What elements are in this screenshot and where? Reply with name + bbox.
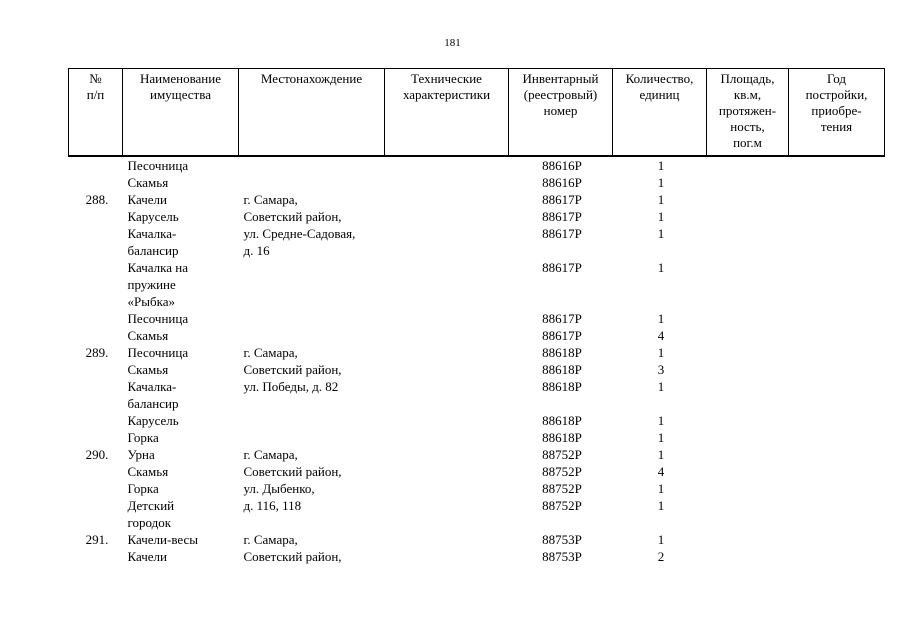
table-row: [69, 174, 885, 191]
header-inventory-text: Инвентарный (реестровый) номер: [522, 71, 599, 118]
property-specs: [385, 327, 509, 344]
property-specs: [385, 480, 509, 497]
inventory-number: 88752Р: [542, 464, 582, 479]
row-number: [69, 429, 123, 446]
table-row: [69, 463, 885, 480]
header-year-text: Год постройки, приобре- тения: [805, 71, 868, 134]
row-number: [69, 548, 123, 565]
property-year: [789, 531, 885, 548]
property-location: [239, 310, 385, 327]
property-specs: [385, 412, 509, 429]
property-year: [789, 208, 885, 225]
property-name: [123, 259, 239, 310]
property-name-line: Качалка-: [127, 379, 177, 394]
property-location: [239, 497, 385, 531]
property-area: [707, 259, 789, 310]
property-location-line: г. Самара,: [243, 192, 298, 207]
row-number: [69, 361, 123, 378]
property-name: [123, 156, 239, 174]
property-location-line: д. 16: [243, 243, 270, 258]
header-specs: [385, 69, 509, 157]
row-number: [69, 310, 123, 327]
property-location-line: г. Самара,: [243, 447, 298, 462]
row-number: [69, 225, 123, 259]
property-year: [789, 259, 885, 310]
property-year: [789, 225, 885, 259]
property-specs: [385, 174, 509, 191]
quantity: 1: [657, 209, 665, 224]
property-location: [239, 446, 385, 463]
property-year: [789, 497, 885, 531]
property-location: [239, 225, 385, 259]
property-location: [239, 412, 385, 429]
table-row: [69, 548, 885, 565]
table-row: [69, 208, 885, 225]
header-number: [69, 69, 123, 157]
property-year: [789, 310, 885, 327]
property-area: [707, 361, 789, 378]
table-row: [69, 156, 885, 174]
property-location: [239, 548, 385, 565]
property-name-line: «Рыбка»: [127, 294, 175, 309]
property-name: [123, 531, 239, 548]
header-area-text: Площадь, кв.м, протяжен- ность, пог.м: [718, 71, 777, 150]
quantity: 3: [657, 362, 665, 377]
row-number: [69, 463, 123, 480]
property-location: [239, 344, 385, 361]
row-number: [69, 327, 123, 344]
property-name: [123, 463, 239, 480]
property-name: [123, 174, 239, 191]
table-row: [69, 191, 885, 208]
property-name-line: Скамья: [127, 175, 169, 190]
property-area: [707, 531, 789, 548]
property-area: [707, 191, 789, 208]
property-location-line: Советский район,: [243, 209, 342, 224]
property-location: [239, 156, 385, 174]
inventory-number: 88618Р: [542, 345, 582, 360]
property-year: [789, 327, 885, 344]
property-specs: [385, 208, 509, 225]
row-number: 289.: [85, 345, 109, 360]
inventory-number: 88753Р: [542, 532, 582, 547]
quantity: 1: [657, 311, 665, 326]
property-specs: [385, 225, 509, 259]
quantity: 1: [657, 481, 665, 496]
table-row: [69, 225, 885, 259]
property-area: [707, 225, 789, 259]
property-location-line: Советский район,: [243, 464, 342, 479]
property-name-line: Качалка на: [127, 260, 189, 275]
property-year: [789, 446, 885, 463]
inventory-number: 88752Р: [542, 447, 582, 462]
property-location-line: Советский район,: [243, 549, 342, 564]
property-year: [789, 378, 885, 412]
property-name: [123, 191, 239, 208]
inventory-number: 88617Р: [542, 192, 582, 207]
property-specs: [385, 378, 509, 412]
row-number: [69, 259, 123, 310]
table-row: [69, 480, 885, 497]
quantity: 1: [657, 532, 665, 547]
property-name: [123, 480, 239, 497]
property-specs: [385, 156, 509, 174]
header-quantity-text: Количество, единиц: [625, 71, 694, 102]
property-name-line: Качели-весы: [127, 532, 198, 547]
header-number-text: № п/п: [86, 71, 105, 102]
property-location-line: г. Самара,: [243, 345, 298, 360]
property-year: [789, 174, 885, 191]
property-name-line: Качели: [127, 549, 168, 564]
property-area: [707, 378, 789, 412]
property-year: [789, 429, 885, 446]
property-table: [68, 68, 885, 565]
quantity: 1: [657, 447, 665, 462]
property-year: [789, 412, 885, 429]
property-name-line: Песочница: [127, 311, 189, 326]
property-location: [239, 429, 385, 446]
property-name: [123, 344, 239, 361]
property-name: [123, 548, 239, 565]
row-number: [69, 497, 123, 531]
property-area: [707, 174, 789, 191]
quantity: 1: [657, 379, 665, 394]
row-number: 291.: [85, 532, 109, 547]
quantity: 1: [657, 192, 665, 207]
property-name-line: городок: [127, 515, 172, 530]
quantity: 1: [657, 430, 665, 445]
table-body: [69, 156, 885, 565]
inventory-number: 88618Р: [542, 362, 582, 377]
property-area: [707, 497, 789, 531]
row-number: 290.: [85, 447, 109, 462]
table-row: [69, 327, 885, 344]
property-area: [707, 548, 789, 565]
property-name-line: Песочница: [127, 158, 189, 173]
property-name: [123, 310, 239, 327]
property-location: [239, 378, 385, 412]
property-name-line: Карусель: [127, 413, 179, 428]
row-number: [69, 156, 123, 174]
property-year: [789, 480, 885, 497]
property-location-line: ул. Средне-Садовая,: [243, 226, 356, 241]
table-row: [69, 310, 885, 327]
property-year: [789, 344, 885, 361]
inventory-number: 88616Р: [542, 158, 582, 173]
property-year: [789, 463, 885, 480]
quantity: 4: [657, 464, 665, 479]
inventory-number: 88617Р: [542, 311, 582, 326]
row-number: [69, 174, 123, 191]
inventory-number: 88617Р: [542, 226, 582, 241]
inventory-number: 88617Р: [542, 328, 582, 343]
table-header-row: [69, 69, 885, 157]
inventory-number: 88753Р: [542, 549, 582, 564]
row-number: [69, 480, 123, 497]
property-name-line: Урна: [127, 447, 155, 462]
property-area: [707, 327, 789, 344]
quantity: 1: [657, 413, 665, 428]
property-area: [707, 446, 789, 463]
property-year: [789, 548, 885, 565]
property-specs: [385, 548, 509, 565]
property-location: [239, 463, 385, 480]
table-row: [69, 259, 885, 310]
row-number: [69, 208, 123, 225]
property-year: [789, 361, 885, 378]
property-location: [239, 531, 385, 548]
inventory-number: 88618Р: [542, 430, 582, 445]
property-name: [123, 446, 239, 463]
header-year: [789, 69, 885, 157]
property-name-line: пружине: [127, 277, 176, 292]
header-inventory: [509, 69, 613, 157]
property-year: [789, 191, 885, 208]
page-number: 181: [444, 37, 461, 49]
property-specs: [385, 429, 509, 446]
property-specs: [385, 259, 509, 310]
table-row: [69, 378, 885, 412]
property-name-line: Качели: [127, 192, 168, 207]
inventory-number: 88617Р: [542, 209, 582, 224]
table-row: [69, 429, 885, 446]
table-row: [69, 344, 885, 361]
property-area: [707, 412, 789, 429]
table-row: [69, 497, 885, 531]
property-location-line: ул. Дыбенко,: [243, 481, 315, 496]
property-name: [123, 208, 239, 225]
property-name: [123, 327, 239, 344]
table-row: [69, 446, 885, 463]
header-quantity: [613, 69, 707, 157]
inventory-number: 88618Р: [542, 379, 582, 394]
property-location: [239, 327, 385, 344]
property-name: [123, 497, 239, 531]
property-specs: [385, 310, 509, 327]
property-location: [239, 480, 385, 497]
property-specs: [385, 497, 509, 531]
property-name: [123, 361, 239, 378]
row-number: 288.: [85, 192, 109, 207]
quantity: 1: [657, 226, 665, 241]
property-name: [123, 429, 239, 446]
property-area: [707, 463, 789, 480]
table-row: [69, 361, 885, 378]
header-name-text: Наименование имущества: [140, 71, 221, 102]
property-name-line: балансир: [127, 243, 179, 258]
property-location-line: ул. Победы, д. 82: [243, 379, 339, 394]
inventory-number: 88618Р: [542, 413, 582, 428]
quantity: 1: [657, 498, 665, 513]
header-specs-text: Технические характеристики: [402, 71, 491, 102]
property-name: [123, 225, 239, 259]
property-specs: [385, 344, 509, 361]
property-name-line: Горка: [127, 430, 159, 445]
property-location: [239, 208, 385, 225]
property-specs: [385, 531, 509, 548]
table-row: [69, 412, 885, 429]
property-area: [707, 310, 789, 327]
quantity: 1: [657, 260, 665, 275]
property-name: [123, 412, 239, 429]
quantity: 4: [657, 328, 665, 343]
property-name: [123, 378, 239, 412]
inventory-number: 88616Р: [542, 175, 582, 190]
property-area: [707, 480, 789, 497]
inventory-number: 88617Р: [542, 260, 582, 275]
property-location: [239, 259, 385, 310]
inventory-number: 88752Р: [542, 498, 582, 513]
property-specs: [385, 191, 509, 208]
property-location-line: г. Самара,: [243, 532, 298, 547]
property-location-line: Советский район,: [243, 362, 342, 377]
row-number: [69, 378, 123, 412]
property-name-line: Горка: [127, 481, 159, 496]
property-area: [707, 156, 789, 174]
quantity: 1: [657, 175, 665, 190]
property-specs: [385, 361, 509, 378]
header-location: [239, 69, 385, 157]
property-area: [707, 208, 789, 225]
property-name-line: Скамья: [127, 328, 169, 343]
quantity: 1: [657, 158, 665, 173]
header-location-text: Местонахождение: [260, 71, 363, 86]
property-name-line: Песочница: [127, 345, 189, 360]
property-name-line: Детский: [127, 498, 175, 513]
quantity: 1: [657, 345, 665, 360]
property-location: [239, 191, 385, 208]
property-area: [707, 429, 789, 446]
property-name-line: Качалка-: [127, 226, 177, 241]
property-specs: [385, 446, 509, 463]
row-number: [69, 412, 123, 429]
property-name-line: Скамья: [127, 464, 169, 479]
header-name: [123, 69, 239, 157]
property-name-line: Карусель: [127, 209, 179, 224]
table-row: [69, 531, 885, 548]
quantity: 2: [657, 549, 665, 564]
header-area: [707, 69, 789, 157]
property-specs: [385, 463, 509, 480]
property-year: [789, 156, 885, 174]
property-name-line: балансир: [127, 396, 179, 411]
property-location: [239, 361, 385, 378]
property-location: [239, 174, 385, 191]
property-location-line: д. 116, 118: [243, 498, 302, 513]
property-area: [707, 344, 789, 361]
inventory-number: 88752Р: [542, 481, 582, 496]
property-name-line: Скамья: [127, 362, 169, 377]
